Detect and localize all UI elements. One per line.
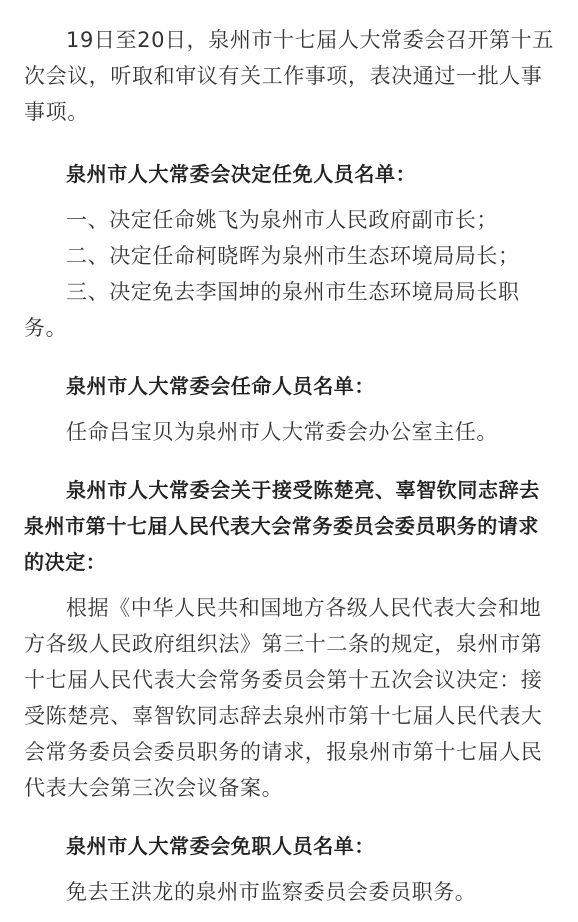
list-item: 二、决定任命柯晓晖为泉州市生态环境局局长； (66, 244, 520, 268)
list-item: 三、决定免去李国坤的泉州市生态环境局局长职务。 (24, 280, 520, 340)
spacer (24, 404, 556, 414)
list-item: 任命吕宝贝为泉州市人大常委会办公室主任。 (66, 420, 498, 444)
resignation-paragraph: 根据《中华人民共和国地方各级人民代表大会和地方各级人民政府组织法》第三十二条的规定，泉州市第十七届人民代表大会常务委员会第十五次会议决定：接受陈楚亮、辜智钦同志辞去泉州市第十七届人民代表大会常务委员会委员职务的请求，报泉州市第十七届人民代表大会第三次会议备案。 (24, 596, 543, 800)
spacer (24, 130, 556, 156)
spacer (24, 450, 556, 472)
intro-paragraph: 19日至20日，泉州市十七届人大常委会召开第十五次会议，听取和审议有关工作事项，表决通过一批人事事项。 (24, 28, 554, 124)
section-heading-appoint-dismiss: 泉州市人大常委会决定任免人员名单： (66, 162, 417, 186)
spacer (24, 864, 556, 874)
spacer (24, 806, 556, 828)
spacer (24, 192, 556, 202)
list-item: 一、决定任命姚飞为泉州市人民政府副市长； (66, 208, 498, 232)
spacer (24, 580, 556, 590)
section-heading-resignation: 泉州市人大常委会关于接受陈楚亮、辜智钦同志辞去泉州市第十七届人民代表大会常务委员会委员职务的请求的决定： (24, 478, 540, 574)
section-heading-dismiss: 泉州市人大常委会免职人员名单： (66, 834, 375, 858)
spacer (24, 346, 556, 368)
section-heading-appoint: 泉州市人大常委会任命人员名单： (66, 374, 375, 398)
list-item: 免去王洪龙的泉州市监察委员会委员职务。 (66, 880, 477, 904)
